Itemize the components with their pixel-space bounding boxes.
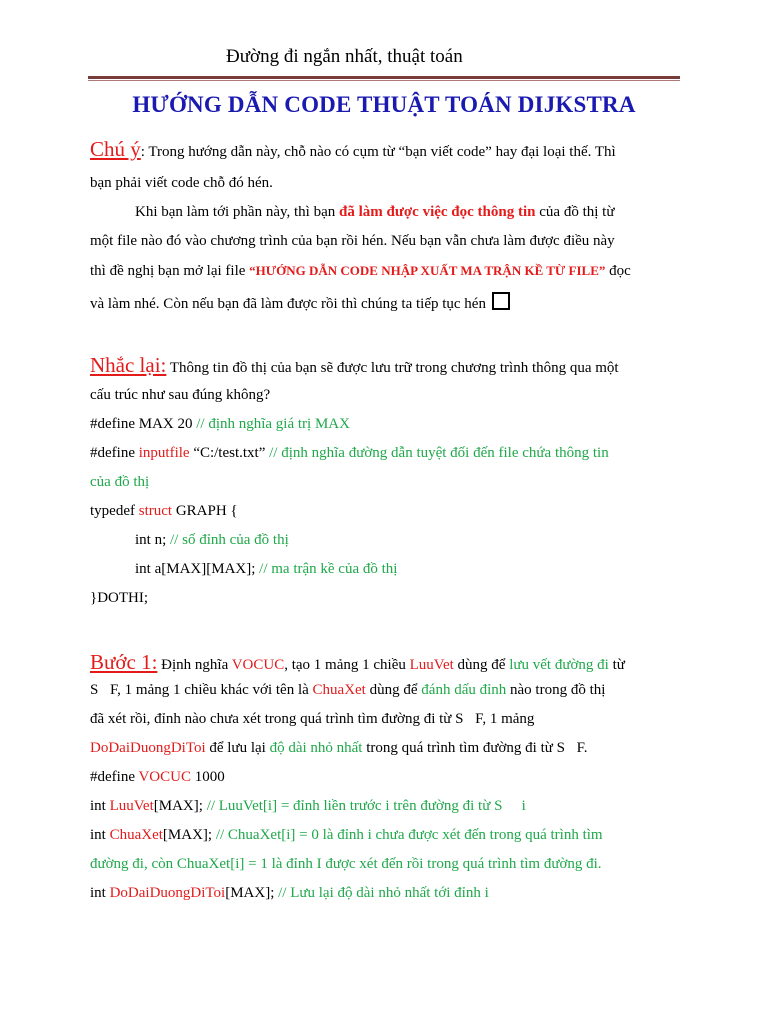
note-line-1: Chú ý: Trong hướng dẫn này, chỗ nào có cụm từ “bạn viết code” hay đại loại thế. Thì xyxy=(90,137,616,161)
step1-code-4: đường đi, còn ChuaXet[i] = 1 là đỉnh I được xét đến rồi trong quá trình tìm đường đi. xyxy=(90,856,602,872)
recall-line-1: Nhắc lại: Thông tin đồ thị của bạn sẽ được lưu trữ trong chương trình thông qua một xyxy=(90,353,619,377)
note-line-4: một file nào đó vào chương trình của bạn rồi hén. Nếu bạn vẫn chưa làm được điều này xyxy=(90,233,615,249)
note-label: Chú ý xyxy=(90,137,141,161)
document-title: HƯỚNG DẪN CODE THUẬT TOÁN DIJKSTRA xyxy=(132,92,636,117)
checkbox-icon xyxy=(492,292,510,310)
step1-line-3: đã xét rồi, đỉnh nào chưa xét trong quá trình tìm đường đi từ S F, 1 mảng xyxy=(90,711,527,727)
step1-line-1: Bước 1: Định nghĩa VOCUC, tạo 1 mảng 1 chiều LuuVet dùng để lưu vết đường đi từ xyxy=(90,650,625,674)
code-line-1: #define MAX 20 // định nghĩa giá trị MAX xyxy=(90,416,350,432)
code-line-6: int a[MAX][MAX]; // ma trận kề của đồ thị xyxy=(135,561,398,577)
step1-code-3: int ChuaXet[MAX]; // ChuaXet[i] = 0 là đỉnh i chưa được xét đến trong quá trình tìm xyxy=(90,827,603,843)
note-line-5: thì đề nghị bạn mở lại file “HƯỚNG DẪN CODE NHẬP XUẤT MA TRẬN KỀ TỪ FILE” đọc xyxy=(90,263,631,279)
note-line-3: Khi bạn làm tới phần này, thì bạn đã làm được việc đọc thông tin của đồ thị từ xyxy=(135,204,615,220)
step1-code-1: #define VOCUC 1000 xyxy=(90,769,225,785)
code-line-2: #define inputfile “C:/test.txt” // định nghĩa đường dẫn tuyệt đối đến file chứa thông tin xyxy=(90,445,609,461)
note-line-2: bạn phải viết code chỗ đó hén. xyxy=(90,175,273,191)
header-rule xyxy=(88,76,680,79)
step1-line-2: S F, 1 mảng 1 chiều khác với tên là ChuaXet dùng để đánh dấu đỉnh nào trong đồ thị xyxy=(90,682,598,698)
step1-code-5: int DoDaiDuongDiToi[MAX]; // Lưu lại độ dài nhỏ nhất tới đỉnh i xyxy=(90,885,489,901)
note-line-6: và làm nhé. Còn nếu bạn đã làm được rồi thì chúng ta tiếp tục hén xyxy=(90,292,510,313)
code-line-7: }DOTHI; xyxy=(90,590,149,606)
step1-label: Bước 1: xyxy=(90,650,158,674)
code-line-4: typedef struct GRAPH { xyxy=(90,503,238,519)
recall-label: Nhắc lại: xyxy=(90,353,167,377)
step1-code-2: int LuuVet[MAX]; // LuuVet[i] = đỉnh liền trước i trên đường đi từ S i xyxy=(90,798,511,814)
recall-line-2: cấu trúc như sau đúng không? xyxy=(90,387,271,403)
code-line-5: int n; // số đỉnh của đồ thị xyxy=(135,532,289,548)
page-header: Đường đi ngắn nhất, thuật toán xyxy=(226,46,463,67)
header-rule-thin xyxy=(88,80,680,81)
step1-line-4: DoDaiDuongDiToi để lưu lại độ dài nhỏ nhất trong quá trình tìm đường đi từ S F. xyxy=(90,740,580,756)
code-line-3: của đồ thị xyxy=(90,474,150,490)
